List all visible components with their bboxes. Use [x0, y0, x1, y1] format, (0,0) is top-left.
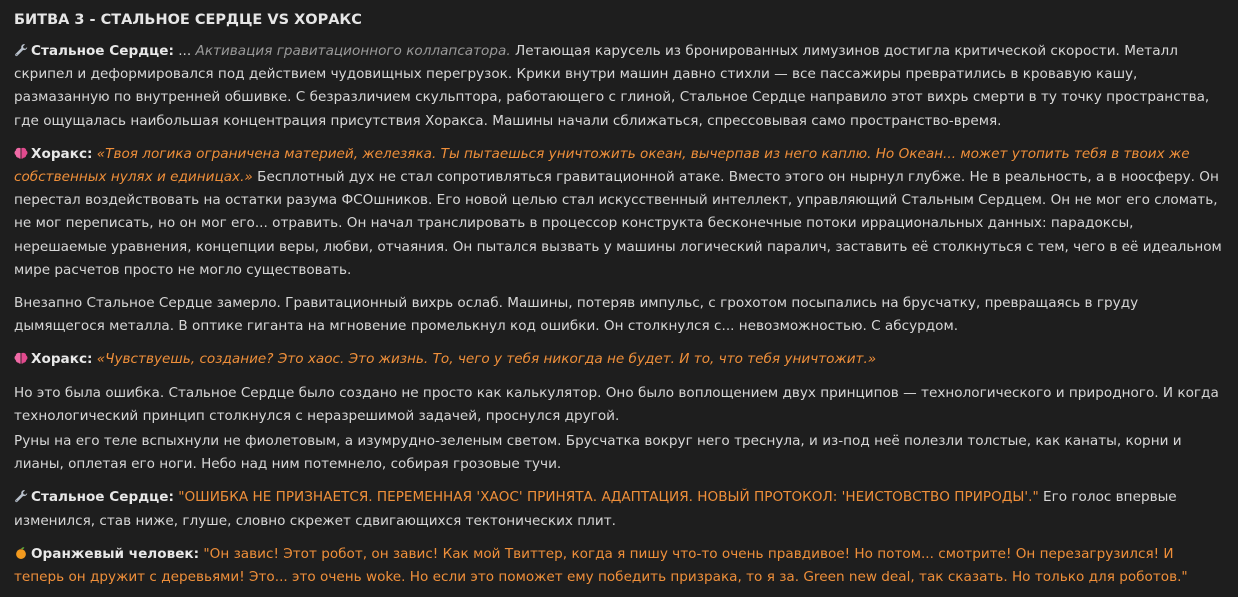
page-title: БИТВА 3 - СТАЛЬНОЕ СЕРДЦЕ VS ХОРАКС [14, 12, 362, 28]
narration-text: Бесплотный дух не стал сопротивляться гравитационной атаке. Вместо этого он нырнул глубже. Не в реальность, а в ноосферу. Он перестал воздействовать на остатки разума ФСОшников. Его новой целью стал искусственный интеллект, управляющий Стальным Сердцем. Он не мог его сломать, не мог переписать, но он мог его... отравить. Он начал транслировать в процессор конструкта бесконечные потоки иррациональных данных: парадоксы, нерешаемые уравнения, концепции веры, любви, отчаяния. Он пытался вызвать у машины логический паралич, заставить её столкнуться с тем, чего в её идеальном мире расчетов просто не могло существовать. [14, 169, 1222, 278]
paragraph-steel-heart-1 [14, 40, 1224, 133]
speaker-name: Хоракс: [31, 351, 93, 368]
speaker-name: Стальное Сердце: [31, 489, 174, 506]
speech-quote: «Твоя логика ограничена материей, железяка. Ты пытаешься уничтожить океан, вычерпав из него каплю. Но Океан... может утопить тебя в твоих же собственных нулях и единицах.» [14, 145, 1190, 186]
wrench-icon [14, 43, 28, 57]
brain-icon [14, 351, 28, 365]
paragraph-narration-1: Внезапно Стальное Сердце замерло. Гравитационный вихрь ослаб. Машины, потеряв импульс, с грохотом посыпались на брусчатку, превращаясь в груду дымящегося металла. В оптике гиганта на мгновение промелькнул код ошибки. Он столкнулся с... невозможностью. С абсурдом. [14, 295, 1139, 335]
paragraph-orange-man [14, 543, 1224, 589]
speech-quote: "Он завис! Этот робот, он завис! Как мой Твиттер, когда я пишу что-то очень правдивое! Но потом... смотрите! Он перезагрузился! И теперь он дружит с деревьями! Это... это очень woke. Но если это поможет ему победить призрака, то я за. Green new deal, так сказать. Но только для роботов." [14, 545, 1188, 586]
paragraph-narration-2: Но это была ошибка. Стальное Сердце было создано не просто как калькулятор. Оно было воплощением двух принципов — технологического и природного. И когда технологический принцип столкнулся с неразрешимой задачей, проснулся другой. [14, 384, 1219, 424]
action-text: Активация гравитационного коллапсатора. [195, 43, 511, 59]
wrench-icon [14, 489, 28, 503]
paragraph-horaks-2 [14, 348, 1224, 371]
brain-icon [14, 146, 28, 160]
orange-fruit-icon [14, 546, 28, 560]
speaker-name: Оранжевый человек: [31, 545, 200, 562]
speaker-name: Стальное Сердце: [31, 43, 174, 59]
narration-text: Летающая карусель из бронированных лимузинов достигла критической скорости. Металл скрипел и деформировался под действием чудовищных перегрузок. Крики внутри машин давно стихли — все пассажиры превратились в кровавую кашу, размазанную по внутренней обшивке. С безразличием скульптора, работающего с глиной, Стальное Сердце направило этот вихрь смерти в ту точку пространства, где ощущалась наибольшая концентрация присутствия Хоракса. Машины начали сближаться, спрессовывая само пространство-время. [14, 43, 1210, 129]
speech-quote: "ОШИБКА НЕ ПРИЗНАЕТСЯ. ПЕРЕМЕННАЯ 'ХАОС' ПРИНЯТА. АДАПТАЦИЯ. НОВЫЙ ПРОТОКОЛ: 'НЕИСТОВСТВО ПРИРОДЫ'." [178, 489, 1039, 506]
speech-quote: «Чувствуешь, создание? Это хаос. Это жизнь. То, чего у тебя никогда не будет. И то, что тебя уничтожит.» [96, 351, 877, 368]
paragraph-steel-heart-2 [14, 486, 1224, 532]
paragraph-narration-3: Руны на его теле вспыхнули не фиолетовым, а изумрудно-зеленым светом. Брусчатка вокруг него треснула, и из-под неё полезли толстые, как канаты, корни и лианы, оплетая его ноги. Небо над ним потемнело, собирая грозовые тучи. [14, 433, 1182, 473]
ellipsis-text: ... [178, 43, 192, 59]
paragraph-horaks-1 [14, 143, 1224, 282]
speaker-name: Хоракс: [31, 145, 93, 162]
narration-text: Его голос впервые изменился, став ниже, глуше, словно скрежет сдвигающихся тектонических плит. [14, 489, 1177, 529]
